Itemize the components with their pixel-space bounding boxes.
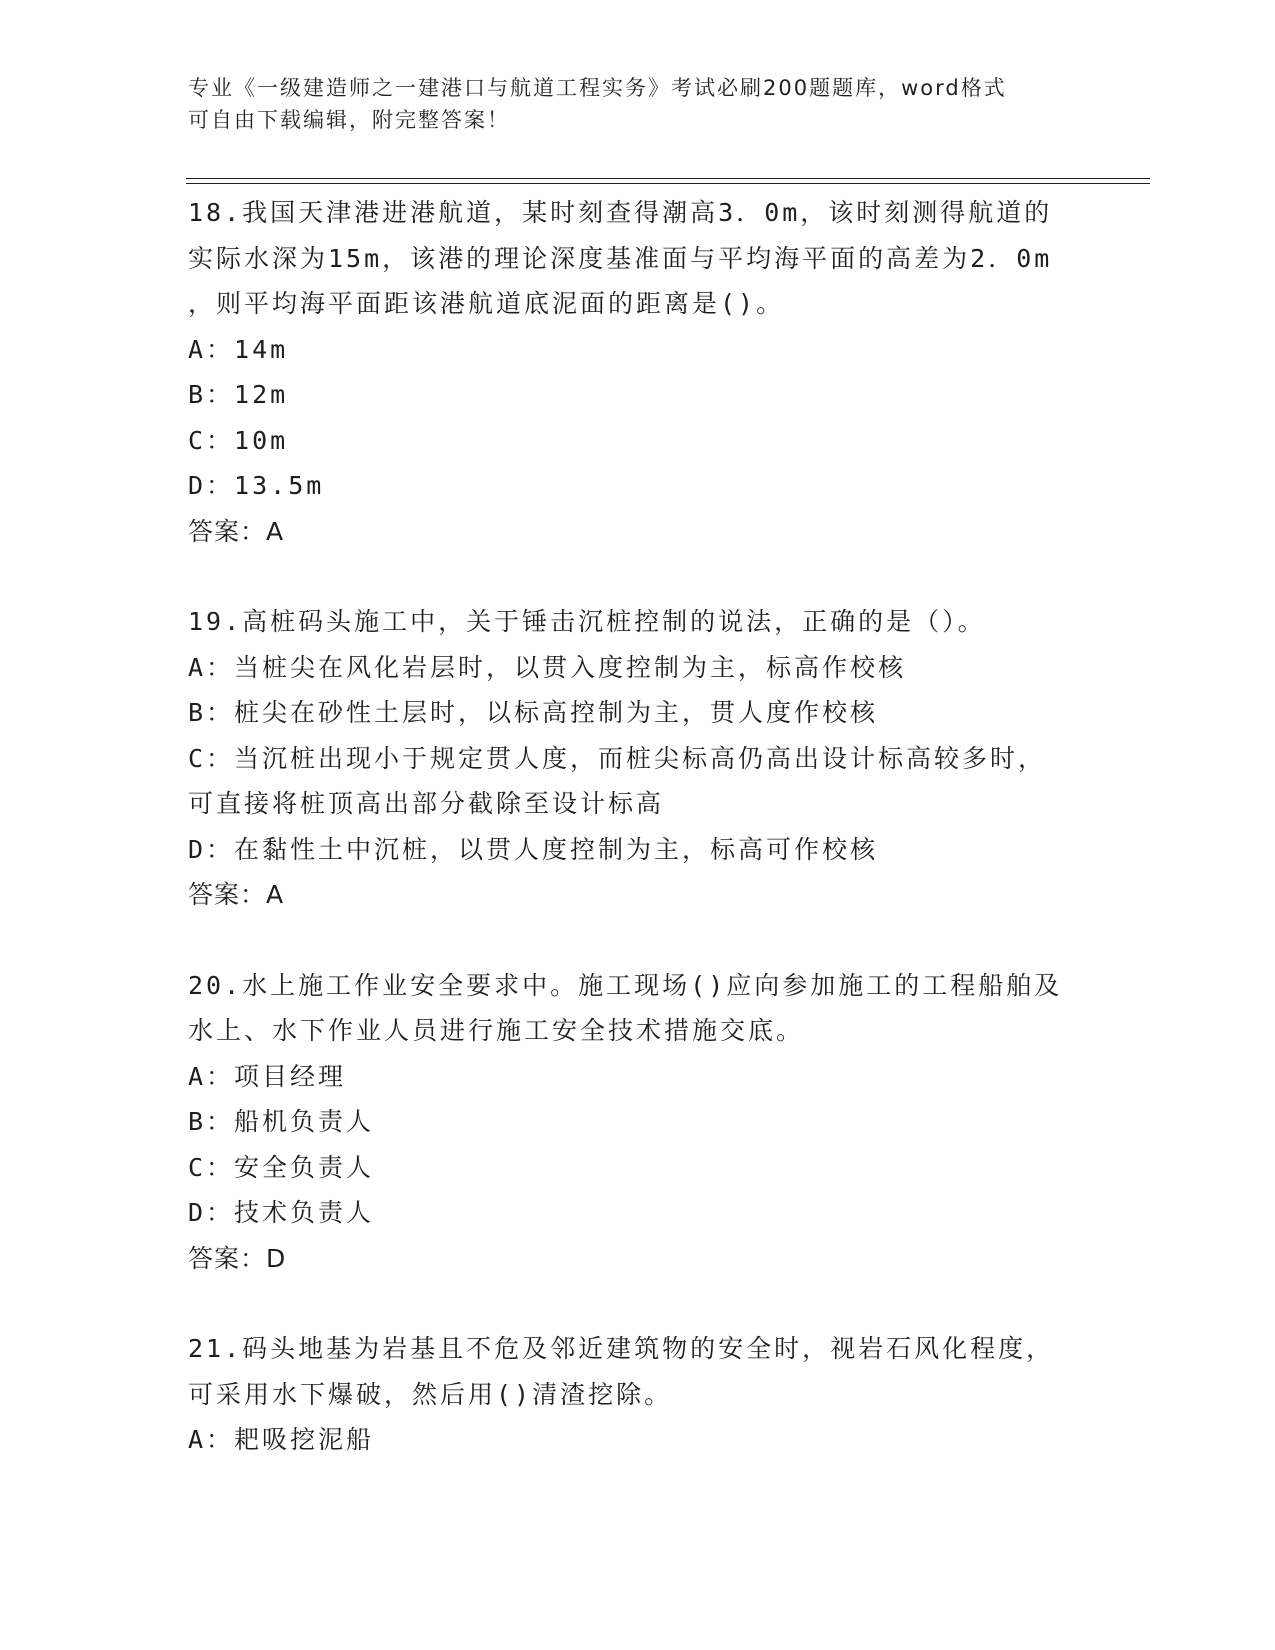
option-a: A：当桩尖在风化岩层时，以贯入度控制为主，标高作校核 [188, 652, 907, 682]
option-c: C：当沉桩出现小于规定贯人度，而桩尖标高仍高出设计标高较多时， [188, 743, 1047, 773]
question-item [188, 599, 1138, 918]
question-stem: 19.高桩码头施工中，关于锤击沉桩控制的说法，正确的是（）。 [188, 607, 986, 636]
answer-line: 答案：A [188, 880, 285, 909]
question-item [188, 963, 1138, 1282]
option-d: D：13.5m [188, 471, 325, 500]
option-c: C：安全负责人 [188, 1152, 375, 1182]
header-divider [186, 178, 1150, 184]
option-b: B：船机负责人 [188, 1107, 375, 1136]
option-c: C：10m [188, 425, 289, 455]
header-line: 可自由下载编辑，附完整答案！ [188, 108, 510, 132]
question-list [188, 190, 1138, 1463]
document-header [188, 72, 1088, 136]
question-stem: 水上、水下作业人员进行施工安全技术措施交底。 [188, 1016, 805, 1045]
option-d: D：在黏性土中沉桩，以贯人度控制为主，标高可作校核 [188, 834, 879, 864]
option-d: D：技术负责人 [188, 1198, 375, 1227]
spacer [188, 918, 1138, 963]
question-item [188, 1326, 1138, 1463]
option-b: B：12m [188, 380, 289, 409]
option-c-continued: 可直接将桩顶高出部分截除至设计标高 [188, 789, 665, 818]
question-stem: ，则平均海平面距该港航道底泥面的距离是()。 [188, 289, 785, 318]
question-item [188, 190, 1138, 554]
question-stem: 18.我国天津港进港航道，某时刻查得潮高3．0m，该时刻测得航道的 [188, 198, 1053, 227]
question-stem: 20.水上施工作业安全要求中。施工现场()应向参加施工的工程船舶及 [188, 970, 1063, 1000]
spacer [188, 1281, 1138, 1326]
question-stem: 21.码头地基为岩基且不危及邻近建筑物的安全时，视岩石风化程度， [188, 1334, 1055, 1363]
question-stem: 实际水深为15m，该港的理论深度基准面与平均海平面的高差为2．0m [188, 243, 1053, 273]
option-b: B：桩尖在砂性土层时，以标高控制为主，贯人度作校核 [188, 698, 879, 727]
answer-line: 答案：D [188, 1243, 287, 1273]
option-a: A：项目经理 [188, 1061, 347, 1091]
answer-line: 答案：A [188, 516, 285, 546]
option-a: A：14m [188, 334, 289, 364]
question-stem: 可采用水下爆破，然后用()清渣挖除。 [188, 1379, 673, 1409]
header-line: 专业《一级建造师之一建港口与航道工程实务》考试必刷200题题库，word格式 [188, 76, 1007, 100]
option-a: A：耙吸挖泥船 [188, 1425, 375, 1454]
spacer [188, 554, 1138, 599]
